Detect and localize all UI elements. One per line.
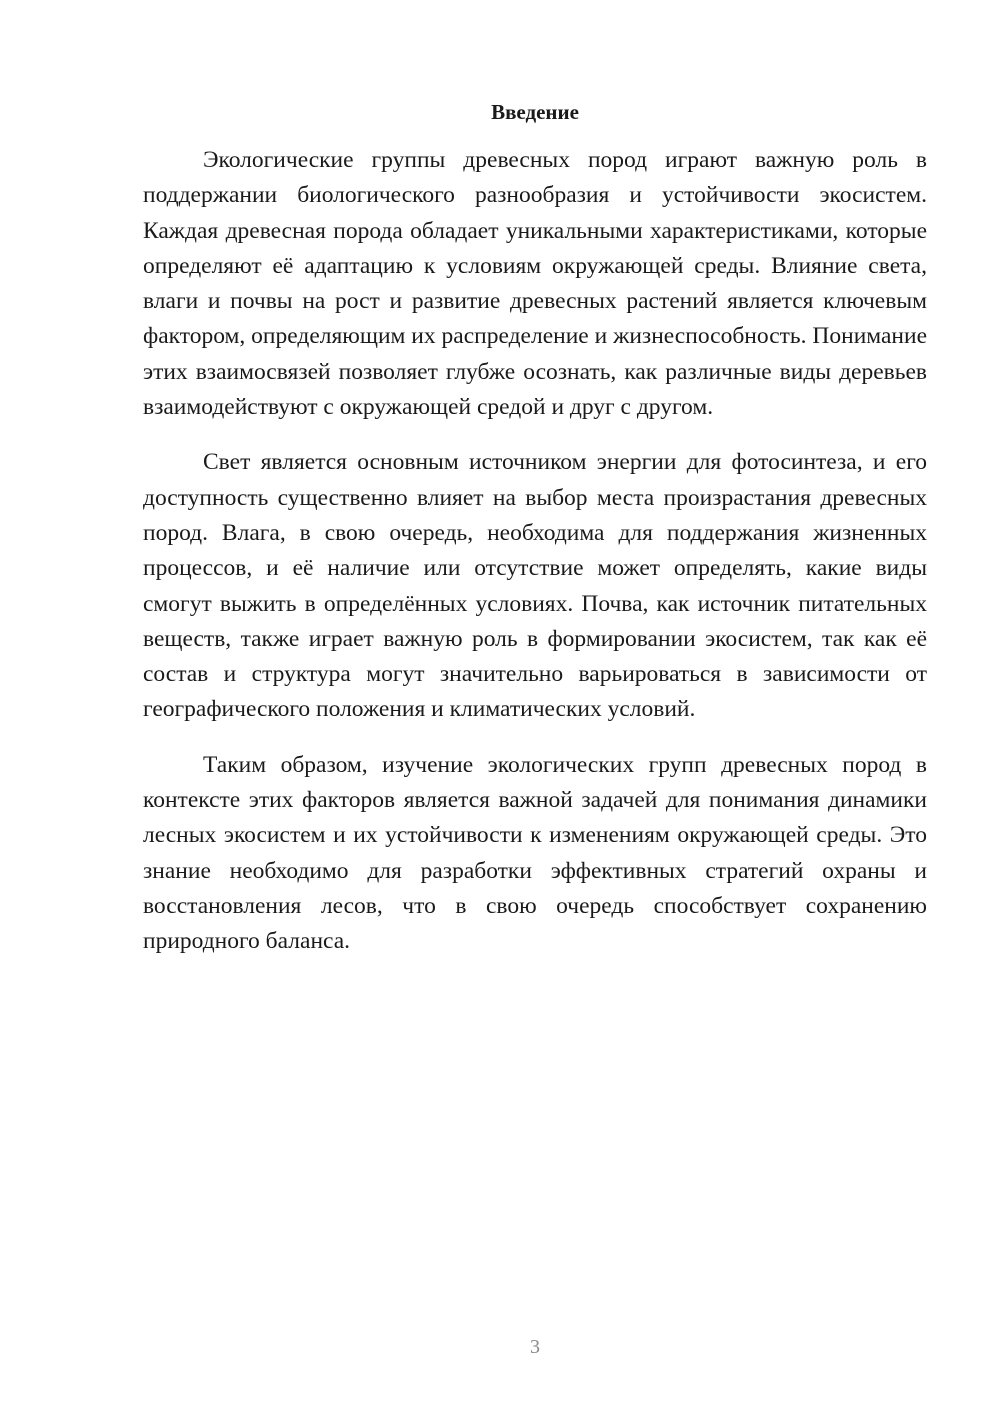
body-text [143, 143, 927, 980]
page-number: 3 [530, 1336, 540, 1358]
paragraph-2: Свет является основным источником энергии для фотосинтеза, и его доступность существенно влияет на выбор места произрастания древесных пород. Влага, в свою очередь, необходима для поддержания жизненных процессов, и её наличие или отсутствие может определять, какие виды смогут выжить в определённых условиях. Почва, как источник питательных веществ, также играет важную роль в формировании экосистем, так как её состав и структура могут значительно варьироваться в зависимости от географического положения и климатических условий. [143, 449, 927, 723]
paragraph-3: Таким образом, изучение экологических групп древесных пород в контексте этих факторов является важной задачей для понимания динамики лесных экосистем и их устойчивости к изменениям окружающей среды. Это знание необходимо для разработки эффективных стратегий охраны и восстановления лесов, что в свою очередь способствует сохранению природного баланса. [143, 751, 927, 955]
page-title: Введение [491, 100, 579, 124]
paragraph-1: Экологические группы древесных пород играют важную роль в поддержании биологического разнообразия и устойчивости экосистем. Каждая древесная порода обладает уникальными характеристиками, которые определяют её адаптацию к условиям окружающей среды. Влияние света, влаги и почвы на рост и развитие древесных растений является ключевым фактором, определяющим их распределение и жизнеспособность. Понимание этих взаимосвязей позволяет глубже осознать, как различные виды деревьев взаимодействуют с окружающей средой и друг с другом. [143, 147, 927, 421]
